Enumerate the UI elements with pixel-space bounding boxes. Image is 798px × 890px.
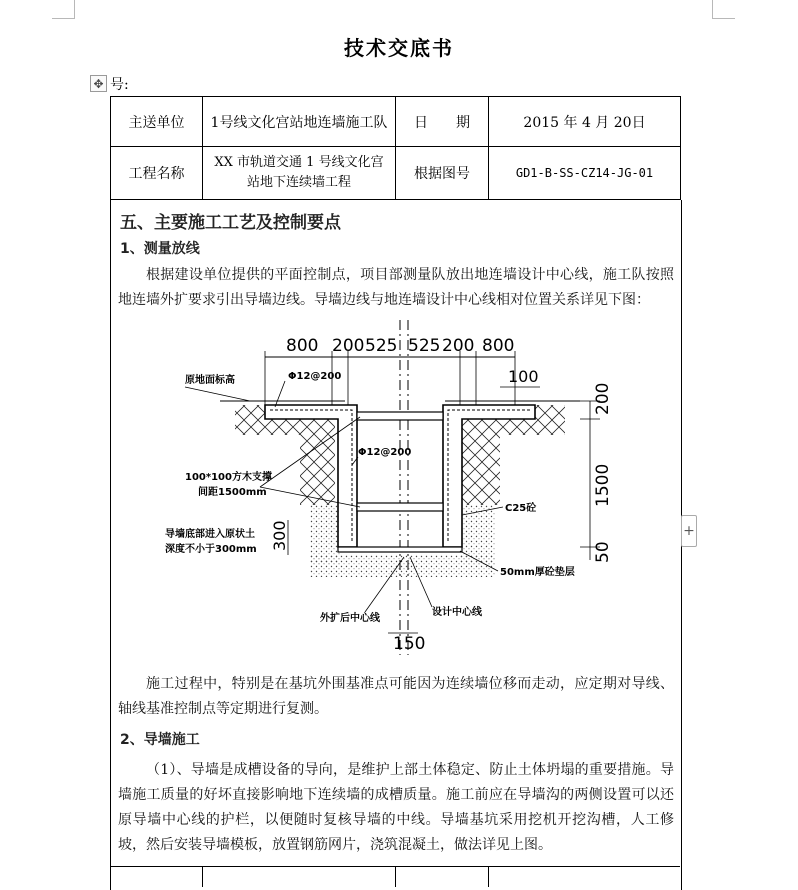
dim-label: 800 [482, 336, 515, 356]
dim-label: 525 [408, 336, 441, 356]
drawing-label: 外扩后中心线 [320, 613, 380, 624]
drawing-label: 导墙底部进入原状土 [165, 529, 255, 540]
table-cell-value: 1号线文化宫站地连墙施工队 [203, 97, 396, 147]
next-table-row [110, 866, 680, 887]
dim-label: 100 [508, 367, 539, 386]
table-cell-label: 日 期 [396, 97, 489, 147]
table-cell-label: 根据图号 [396, 147, 489, 200]
drawing-label: 设计中心线 [432, 607, 482, 618]
drawing-label: 100*100方木支撑 [185, 472, 272, 483]
table-cell-label: 主送单位 [111, 97, 203, 147]
project-name-line1: XX 市轨道交通 1 号线文化宫 [214, 155, 384, 170]
document-title: 技术交底书 [344, 36, 454, 60]
dim-label: 200 [332, 336, 365, 356]
table-cell-value: GD1-B-SS-CZ14-JG-01 [489, 147, 681, 200]
drawing-label: C25砼 [505, 503, 537, 514]
table-cell-label: 工程名称 [111, 147, 203, 200]
dim-label: 525 [365, 336, 398, 356]
dim-label: 50 [593, 541, 613, 563]
dim-label: 200 [442, 336, 475, 356]
plus-icon[interactable]: + [681, 515, 697, 547]
paragraph: 根据建设单位提供的平面控制点，项目部测量队放出地连墙设计中心线，施工队按照地连墙外扩要求引出导墙边线。导墙边线与地连墙设计中心线相对位置关系详见下图： [118, 267, 674, 308]
dim-label: 1500 [593, 463, 613, 507]
guide-wall-drawing [160, 315, 640, 655]
dim-label: 200 [593, 382, 613, 415]
paragraph: 施工过程中，特别是在基坑外围基准点可能因为连续墙位移而走动，应定期对导线、轴线基准控制点等定期进行复测。 [118, 676, 674, 717]
dim-label: 300 [270, 520, 289, 551]
page-corner-mark-right [712, 0, 735, 19]
section-title: 五、主要施工工艺及控制要点 [120, 213, 341, 233]
timber-support [357, 503, 443, 511]
dim-label: 150 [393, 634, 426, 654]
number-label: 号: [110, 77, 129, 93]
drawing-label: 深度不小于300mm [165, 544, 257, 555]
drawing-label: 50mm厚砼垫层 [500, 567, 575, 578]
drawing-label: 原地面标高 [185, 375, 235, 386]
table-row [111, 97, 681, 147]
subsection-title: 1、测量放线 [120, 241, 200, 257]
page-corner-mark-left [52, 0, 75, 19]
project-name-line2: 站地下连续墙工程 [246, 175, 351, 190]
paragraph: （1）、导墙是成槽设备的导向，是维护上部土体稳定、防止土体坍塌的重要措施。导墙施工质量的好坏直接影响地下连续墙的成槽质量。施工前应在导墙沟的两侧设置可以还原导墙中心线的护栏，以便随时复核导墙的中线。导墙基坑采用挖机开挖沟槽，人工修坡，然后安装导墙模板，放置钢筋网片，浇筑混凝土，做法详见上图。 [118, 762, 674, 853]
timber-support [357, 412, 443, 420]
move-cross-icon[interactable]: ✥ [90, 75, 107, 92]
concrete-cushion [338, 547, 462, 552]
drawing-label: Φ12@200 [358, 447, 412, 458]
subsection-title: 2、导墙施工 [120, 732, 200, 748]
table-cell-value [203, 147, 396, 200]
drawing-label: 间距1500mm [198, 487, 267, 498]
drawing-label: Φ12@200 [288, 371, 342, 382]
table-row [111, 147, 681, 200]
table-cell-value: 2015 年 4 月 20日 [489, 97, 681, 147]
info-table [110, 96, 681, 200]
dim-label: 800 [286, 336, 319, 356]
